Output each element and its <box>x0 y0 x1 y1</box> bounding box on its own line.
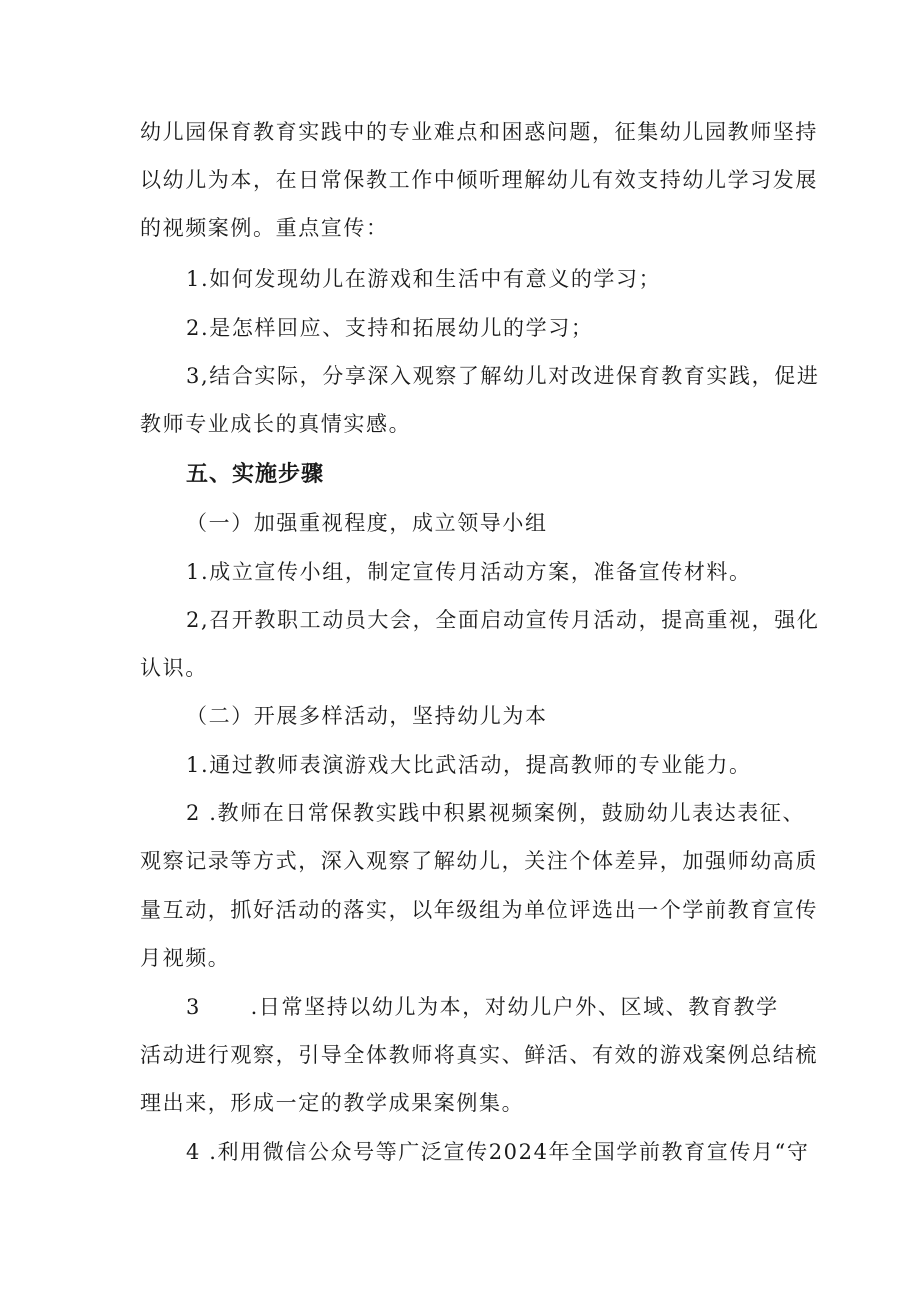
paragraph-line: 认识。 <box>140 656 208 680</box>
list-item-2: 2.是怎样回应、支持和拓展幼儿的学习； <box>186 316 594 340</box>
subsection-heading: （二）开展多样活动，坚持幼儿为本 <box>186 704 548 728</box>
list-item-1: 1.成立宣传小组，制定宣传月活动方案，准备宣传材料。 <box>186 560 752 584</box>
paragraph-line: 的视频案例。重点宣传： <box>140 216 389 240</box>
paragraph-line: 教师专业成长的真情实感。 <box>140 412 412 436</box>
list-item-1: 1.通过教师表演游戏大比武活动，提高教师的专业能力。 <box>186 753 752 777</box>
list-item-1: 1.如何发现幼儿在游戏和生活中有意义的学习； <box>186 267 662 291</box>
paragraph-line: 幼儿园保育教育实践中的专业难点和困惑问题，征集幼儿园教师坚持 <box>140 120 818 144</box>
list-item-2: 2,召开教职工动员大会，全面启动宣传月活动，提高重视，强化 <box>186 608 820 632</box>
section-heading: 五、实施步骤 <box>186 462 325 487</box>
list-item-2: 2 .教师在日常保教实践中积累视频案例，鼓励幼儿表达表征、 <box>186 801 806 825</box>
subsection-heading: （一）加强重视程度，成立领导小组 <box>186 511 548 535</box>
paragraph-line: 观察记录等方式，深入观察了解幼儿，关注个体差异，加强师幼高质 <box>140 849 818 873</box>
paragraph-line: 理出来，形成一定的教学成果案例集。 <box>140 1091 525 1115</box>
paragraph-line: 活动进行观察，引导全体教师将真实、鲜活、有效的游戏案例总结梳 <box>140 1043 818 1067</box>
paragraph-line: 月视频。 <box>140 946 231 970</box>
paragraph-line: 以幼儿为本，在日常保教工作中倾听理解幼儿有效支持幼儿学习发展 <box>140 168 818 192</box>
paragraph-line: 量互动，抓好活动的落实，以年级组为单位评选出一个学前教育宣传 <box>140 898 818 922</box>
list-item-3: 3,结合实际，分享深入观察了解幼儿对改进保育教育实践，促进 <box>186 364 820 388</box>
list-item-4: 4 .利用微信公众号等广泛宣传2024年全国学前教育宣传月“守 <box>186 1140 810 1164</box>
list-item-3: 3 .日常坚持以幼儿为本，对幼儿户外、区域、教育教学 <box>186 995 779 1019</box>
